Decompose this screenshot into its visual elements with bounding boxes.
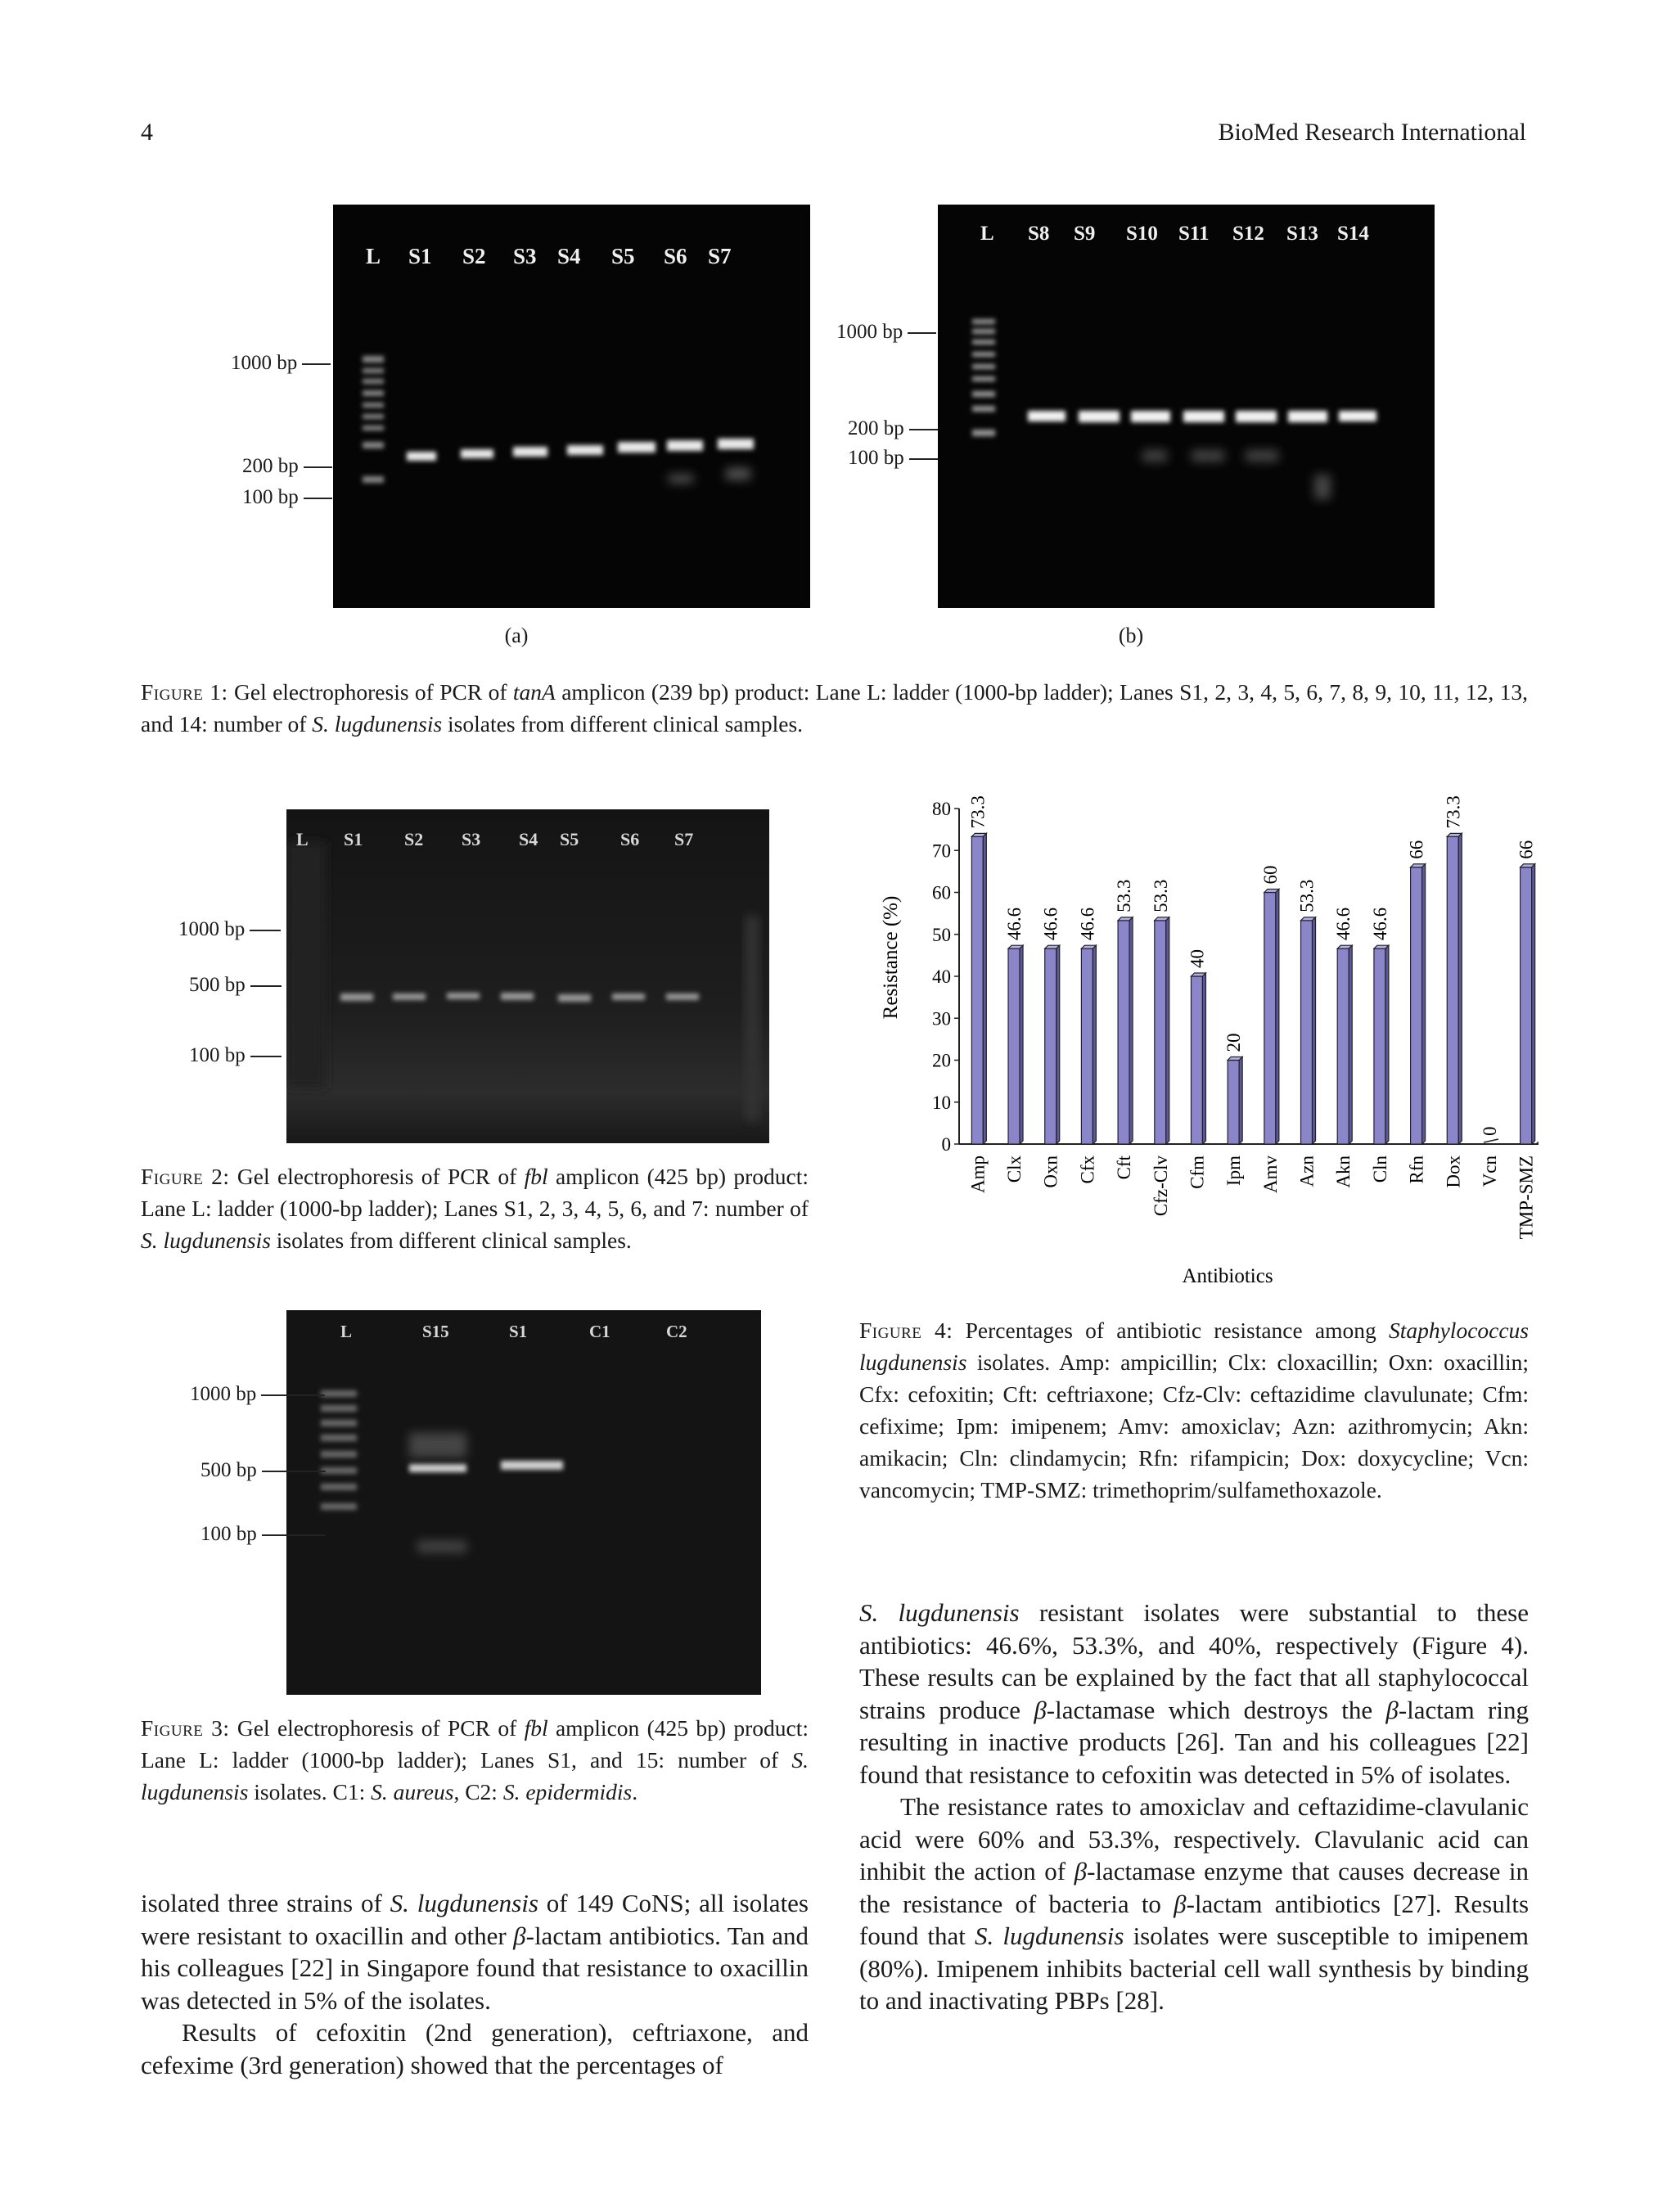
band-1a-s5 <box>618 442 656 453</box>
chart-data-label: 53.3 <box>1296 879 1318 912</box>
chart-category-label: Azn <box>1296 1156 1318 1187</box>
lane-label: S12 <box>1232 223 1264 245</box>
band-1b-s10 <box>1131 411 1170 422</box>
lane-label: S1 <box>408 244 432 268</box>
band-3-s1 <box>501 1461 563 1470</box>
marker-1b-100: 100 bp <box>848 447 938 470</box>
chart-data-label: 66 <box>1516 840 1537 859</box>
band-1a-s1 <box>407 452 436 461</box>
band-2-s3 <box>447 993 480 999</box>
ladder-lane <box>972 319 995 436</box>
band-2-s7 <box>666 993 699 1000</box>
chart-category-label: Clx <box>1004 1156 1025 1183</box>
gel-image-3 <box>286 1310 761 1695</box>
gel-image-1b <box>938 205 1435 608</box>
lane-label: S5 <box>560 829 579 849</box>
lane-label: L <box>296 829 309 849</box>
lane-labels-1b <box>980 223 1386 246</box>
band-2-s5 <box>558 994 591 1002</box>
chart-bar <box>1191 973 1205 1144</box>
marker-3-1000: 1000 bp <box>190 1383 325 1406</box>
figure2-caption-label: Figure 2: <box>141 1164 230 1189</box>
band-1a-s6 <box>667 440 703 451</box>
chart-category-label: Vcn <box>1479 1156 1500 1187</box>
chart-y-tick-label: 20 <box>932 1050 951 1071</box>
chart-bar <box>1447 833 1462 1144</box>
chart-data-label: 53.3 <box>1150 879 1171 912</box>
chart-data-label: 53.3 <box>1114 879 1135 912</box>
lane-label: S7 <box>708 244 732 268</box>
chart-y-tick-label: 0 <box>941 1134 951 1155</box>
chart-data-label: 40 <box>1187 949 1208 968</box>
lane-labels-1a <box>366 244 752 269</box>
lane-label: S11 <box>1178 223 1210 245</box>
marker-2-1000: 1000 bp <box>178 918 281 941</box>
panel-label-b: (b) <box>1118 624 1144 647</box>
chart-data-label: 73.3 <box>1443 795 1464 829</box>
ladder-lane <box>363 356 384 483</box>
lane-label: S14 <box>1337 223 1369 245</box>
band-2-s6 <box>612 993 645 1000</box>
band-1b-s14 <box>1339 411 1376 421</box>
band-1a-s3 <box>513 447 547 457</box>
chart-y-tick-label: 30 <box>932 1008 951 1029</box>
chart-bar <box>1118 917 1133 1144</box>
lane-label: S2 <box>462 244 486 268</box>
chart-bar <box>1045 945 1060 1144</box>
chart-axis-break <box>1536 1138 1539 1144</box>
right-paragraph-1: S. lugdunensis resistant isolates were substantial to these antibiotics: 46.6%, 53.3%, and 40%, respectively (Figure 4). These results can be explained by the fact that all staphylococcal strains produce β-lactamase which destroys the β-lactam ring resulting in inactive products [26]. Tan and his colleagues [22] found that resistance to cefoxitin was detected in 5% of isolates. <box>859 1598 1529 1789</box>
marker-2-500: 500 bp <box>189 974 282 997</box>
chart-bar <box>971 833 986 1144</box>
chart-bar <box>1155 917 1169 1144</box>
lane-label: S4 <box>519 829 538 849</box>
chart-category-label: Dox <box>1443 1156 1464 1188</box>
band-1a-s2 <box>461 449 493 458</box>
band-1b-s12 <box>1236 411 1277 422</box>
lane-label: S6 <box>664 244 687 268</box>
chart-category-label: Cfm <box>1187 1156 1208 1189</box>
lane-label: S2 <box>404 829 424 849</box>
gel-image-2 <box>286 809 769 1143</box>
chart-data-label: 20 <box>1223 1033 1245 1052</box>
lane-labels-2 <box>296 829 723 850</box>
marker-2-100: 100 bp <box>189 1044 282 1067</box>
figure4-caption: Figure 4: Percentages of antibiotic resistance among Staphylococcus lugdunensis isolates. Amp: ampicillin; Clx: cloxacillin; Oxn: oxacillin; Cfx: cefoxitin; Cft: ceftriaxone; Cfz-Clv: ceftazidime clavulunate; Cfm: cefixime; Ipm: imipenem; Amv: amoxiclav; Azn: azithromycin; Akn: amikacin; Cln: clindamycin; Rfn: rifampicin; Dox: doxycycline; Vcn: vancomycin; TMP-SMZ: trimethoprim/sulfamethoxazole. <box>859 1318 1530 1502</box>
left-paragraph-1: isolated three strains of S. lugdunensis of 149 CoNS; all isolates were resistant to oxacillin and other β-lactam antibiotics. Tan and his colleagues [22] in Singapore found that resistance to oxacillin was detected in 5% of the isolates. <box>141 1889 809 2015</box>
chart-y-tick-label: 70 <box>932 840 951 862</box>
chart-bar <box>1228 1057 1242 1145</box>
band-2-s4 <box>501 993 534 1000</box>
chart-category-label: Akn <box>1333 1156 1354 1188</box>
figure1-caption: Figure 1: Gel electrophoresis of PCR of tanA amplicon (239 bp) product: Lane L: ladder (1000-bp ladder); Lanes S1, 2, 3, 4, 5, 6, 7, 8, 9, 10, 11, 12, 13, and 14: number of S. lugdunensis isolates from different clinical samples. <box>141 679 1529 737</box>
chart-bar <box>1411 864 1426 1144</box>
figure2-caption: Figure 2: Gel electrophoresis of PCR of fbl amplicon (425 bp) product: Lane L: ladder (1000-bp ladder); Lanes S1, 2, 3, 4, 5, 6, and 7: number of S. lugdunensis isolates from different clinical samples. <box>141 1164 809 1253</box>
figure4-bar-chart <box>867 794 1539 1301</box>
chart-category-label: Oxn <box>1040 1156 1061 1188</box>
chart-y-tick-label: 50 <box>932 924 951 945</box>
chart-bar <box>1081 945 1096 1144</box>
marker-1a-200: 200 bp <box>242 455 332 478</box>
lane-label: C1 <box>589 1322 610 1341</box>
chart-category-label: Amv <box>1259 1156 1281 1193</box>
chart-category-label: Cfz-Clv <box>1150 1156 1171 1217</box>
lane-label: S7 <box>674 829 694 849</box>
chart-y-tick-label: 40 <box>932 966 951 987</box>
band-1b-s11 <box>1183 411 1224 422</box>
chart-data-label: 66 <box>1406 840 1427 859</box>
band-1b-s13 <box>1288 411 1327 422</box>
lane-label: S1 <box>509 1322 528 1341</box>
lane-label: S1 <box>344 829 363 849</box>
chart-category-label: Cfx <box>1077 1156 1098 1184</box>
chart-y-axis-label: Resistance (%) <box>880 895 902 1020</box>
lane-labels-3 <box>340 1322 715 1342</box>
lane-label: S8 <box>1028 223 1050 245</box>
lane-label: S6 <box>620 829 640 849</box>
band-3-s15 <box>409 1464 466 1472</box>
chart-bar <box>1264 890 1279 1145</box>
chart-bar <box>1521 864 1535 1144</box>
gel-2-svg <box>286 809 769 1143</box>
chart-bar <box>1374 945 1389 1144</box>
marker-3-100: 100 bp <box>200 1523 326 1546</box>
chart-category-label: Cft <box>1114 1156 1135 1180</box>
band-1b-s9 <box>1079 411 1120 422</box>
ladder-lane <box>286 842 326 1088</box>
band-1a-s4 <box>567 445 603 455</box>
lane-label: S15 <box>422 1322 449 1341</box>
page-number: 4 <box>141 119 153 146</box>
chart-bar <box>1484 1139 1498 1142</box>
chart-x-axis-label: Antibiotics <box>1182 1265 1273 1287</box>
marker-1b-1000: 1000 bp <box>836 321 936 344</box>
lane-label: L <box>980 223 994 245</box>
chart-y-tick-label: 80 <box>932 799 951 819</box>
band-1a-s7 <box>718 439 754 449</box>
figure1-caption-label: Figure 1: <box>141 679 228 705</box>
chart-bar <box>1337 945 1352 1144</box>
lane-label: S3 <box>513 244 537 268</box>
chart-data-label: 73.3 <box>967 795 989 829</box>
chart-data-label: 0 <box>1479 1126 1500 1136</box>
lane-label: S13 <box>1286 223 1318 245</box>
chart-data-label: 60 <box>1259 865 1281 885</box>
chart-category-label: Rfn <box>1406 1156 1427 1184</box>
band-1b-s8 <box>1028 411 1066 421</box>
lane-label: S5 <box>611 244 635 268</box>
chart-data-label: 46.6 <box>1004 907 1025 941</box>
lane-label: S10 <box>1126 223 1158 245</box>
left-paragraph-2: Results of cefoxitin (2nd generation), ceftriaxone, and cefexime (3rd generation) showed that the percentages of <box>141 2018 809 2079</box>
figure4-caption-label: Figure 4: <box>859 1318 953 1343</box>
chart-y-tick-label: 10 <box>932 1092 951 1113</box>
figure3-caption-label: Figure 3: <box>141 1715 230 1741</box>
chart-data-label: 46.6 <box>1369 907 1390 941</box>
chart-data-label: 46.6 <box>1040 907 1061 941</box>
lane-label: S3 <box>462 829 481 849</box>
chart-category-label: Ipm <box>1223 1156 1245 1187</box>
gel-1b-svg <box>938 205 1435 608</box>
panel-label-a: (a) <box>504 624 529 647</box>
ladder-lane <box>321 1390 357 1510</box>
band-2-s1 <box>340 993 373 1001</box>
marker-3-500: 500 bp <box>200 1459 326 1482</box>
lane-label: C2 <box>666 1322 687 1341</box>
lane-label: L <box>366 244 381 268</box>
chart-y-tick-label: 60 <box>932 882 951 903</box>
gel-image-1a <box>333 205 810 608</box>
journal-title: BioMed Research International <box>1218 119 1526 146</box>
marker-1a-100: 100 bp <box>242 486 332 509</box>
left-column-text <box>141 1887 809 2081</box>
chart-bar <box>1301 917 1316 1144</box>
chart-category-label: Amp <box>967 1156 989 1193</box>
lane-label: S4 <box>557 244 581 268</box>
marker-1a-1000: 1000 bp <box>231 352 331 375</box>
chart-data-label: 46.6 <box>1333 907 1354 941</box>
lane-label: S9 <box>1074 223 1096 245</box>
chart-bar <box>1008 945 1023 1144</box>
right-column-text <box>859 1597 1529 2017</box>
chart-category-label: TMP-SMZ <box>1516 1156 1537 1240</box>
marker-1b-200: 200 bp <box>848 417 938 440</box>
gel-3-svg <box>286 1310 761 1695</box>
figure3-caption: Figure 3: Gel electrophoresis of PCR of fbl amplicon (425 bp) product: Lane L: ladder (1000-bp ladder); Lanes S1, and 15: number of S. lugdunensis isolates. C1: S. aureus, C2: S. epidermidis. <box>141 1715 809 1804</box>
right-paragraph-2: The resistance rates to amoxiclav and ceftazidime-clavulanic acid were 60% and 53.3%, respectively. Clavulanic acid can inhibit the action of β-lactamase enzyme that causes decrease in the resistance of bacteria to β-lactam antibiotics [27]. Results found that S. lugdunensis isolates were susceptible to imipenem (80%). Imipenem inhibits bacterial cell wall synthesis by binding to and inactivating PBPs [28]. <box>859 1792 1530 2015</box>
lane-label: L <box>340 1322 353 1341</box>
chart-data-label: 46.6 <box>1077 907 1098 941</box>
band-2-s2 <box>393 993 426 1000</box>
chart-category-label: Cln <box>1369 1156 1390 1183</box>
